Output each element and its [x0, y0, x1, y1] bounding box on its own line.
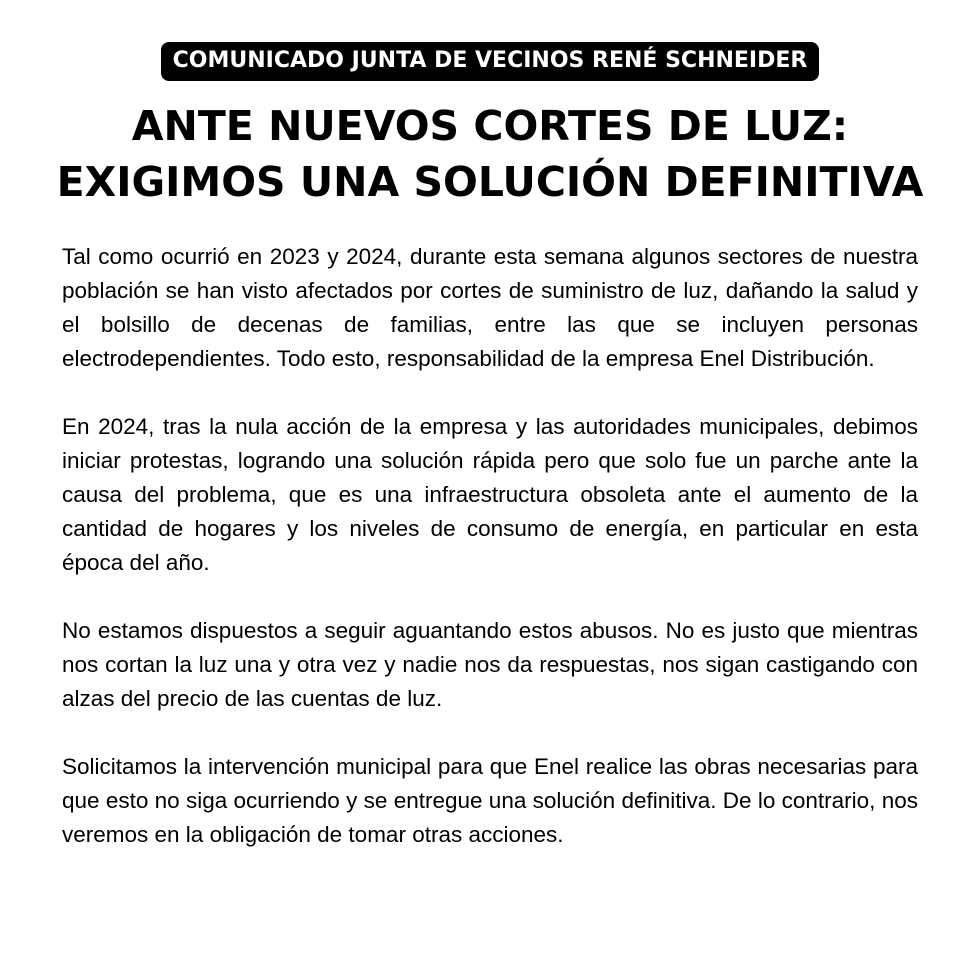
- paragraph-3: No estamos dispuestos a seguir aguantando estos abusos. No es justo que mientras nos cortan la luz una y otra vez y nadie nos da respuestas, nos sigan castigando con alzas del precio de las cuentas de luz.: [62, 618, 918, 711]
- organization-badge: COMUNICADO JUNTA DE VECINOS RENÉ SCHNEIDER: [161, 42, 820, 81]
- headline: [0, 98, 980, 210]
- statement-body: [62, 240, 918, 886]
- paragraph-1: Tal como ocurrió en 2023 y 2024, durante esta semana algunos sectores de nuestra población se han visto afectados por cortes de suministro de luz, dañando la salud y el bolsillo de decenas de familias, entre las que se incluyen personas electrodependientes. Todo esto, responsabilidad de la empresa Enel Distribución.: [62, 244, 918, 371]
- headline-line-1: ANTE NUEVOS CORTES DE LUZ:: [131, 102, 849, 150]
- headline-line-2: EXIGIMOS UNA SOLUCIÓN DEFINITIVA: [56, 158, 924, 206]
- badge-container: [0, 42, 980, 81]
- paragraph-2: En 2024, tras la nula acción de la empresa y las autoridades municipales, debimos iniciar protestas, logrando una solución rápida pero que solo fue un parche ante la causa del problema, que es una infraestructura obsoleta ante el aumento de la cantidad de hogares y los niveles de consumo de energía, en particular en esta época del año.: [62, 414, 918, 575]
- paragraph-4: Solicitamos la intervención municipal para que Enel realice las obras necesarias para que esto no siga ocurriendo y se entregue una solución definitiva. De lo contrario, nos veremos en la obligación de tomar otras acciones.: [62, 754, 918, 847]
